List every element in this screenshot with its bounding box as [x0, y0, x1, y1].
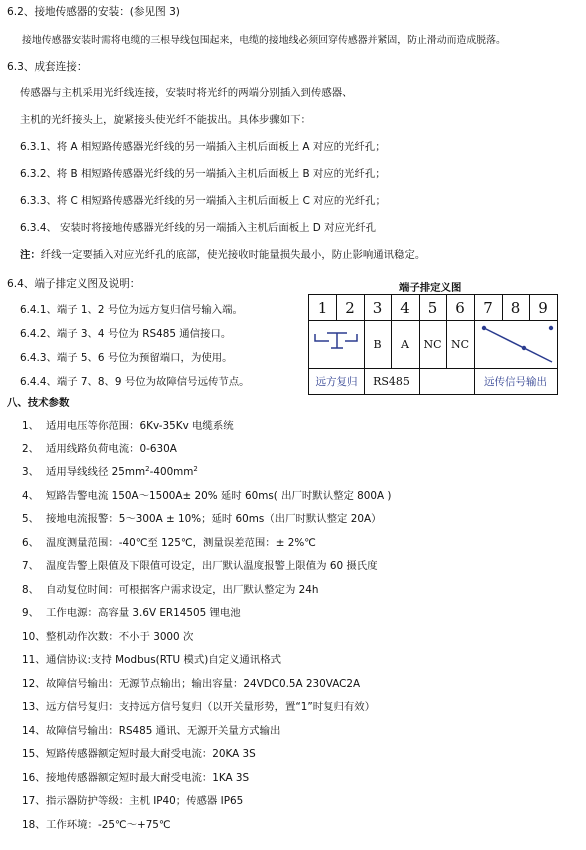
tech-param-text: 接地电流报警：5～300A ± 10%；延时 60ms（出厂时默认整定 20A）	[46, 513, 382, 525]
terminal-4-label: A	[401, 337, 409, 351]
tech-param-item	[22, 724, 280, 738]
section-6-4-title: 6.4、端子排定义图及说明：	[7, 278, 141, 290]
tech-param-item	[22, 747, 256, 761]
tech-param-number: 7、	[22, 560, 40, 572]
tech-param-number: 3、	[22, 466, 40, 478]
tech-param-number: 9、	[22, 607, 40, 619]
reset-switch-icon	[309, 320, 364, 368]
note-body: 纤线一定要插入对应光纤孔的底部，使光接收时能量损失最小，防止影响通讯稳定。	[40, 249, 426, 261]
terminal-5: 5	[427, 298, 438, 317]
section-6-3-title: 6.3、成套连接：	[7, 61, 88, 73]
terminal-4: 4	[400, 298, 410, 317]
section-6-3-line1: 传感器与主机采用光纤线连接，安装时将光纤的两端分别插入到传感器、	[20, 87, 353, 99]
tech-param-text-part: 2	[193, 465, 198, 473]
tech-param-number: 17、	[22, 795, 46, 807]
section-6-3-line2: 主机的光纤接头上，旋紧接头使光纤不能拔出。具体步骤如下：	[20, 114, 311, 126]
tech-param-number: 2、	[22, 443, 40, 455]
item-6-4-1: 6.4.1、端子 1、2 号位为远方复归信号输入端。	[20, 304, 243, 316]
item-6-4-4: 6.4.4、端子 7、8、9 号位为故障信号远传节点。	[20, 376, 250, 388]
terminal-2: 2	[345, 298, 355, 317]
tech-param-item	[22, 794, 243, 808]
note-line	[20, 248, 425, 262]
terminal-7: 7	[483, 298, 493, 317]
tech-param-number: 8、	[22, 584, 40, 596]
section-6-2-title: 6.2、接地传感器的安装：(参见图 3)	[7, 6, 180, 18]
tech-param-item	[22, 630, 193, 644]
terminal-9: 9	[538, 298, 548, 317]
step-6-3-2: 6.3.2、将 B 相短路传感器光纤线的另一端插入主机后面板上 B 对应的光纤孔；	[20, 168, 386, 180]
tech-param-text: 远方信号复归：支持远方信号复归（以开关量形势，置“1”时复归有效）	[46, 701, 376, 713]
rs485-label: RS485	[373, 375, 410, 388]
relay-contact-icon	[474, 320, 557, 368]
tech-params-title: 八、技术参数	[7, 397, 70, 409]
tech-param-text: 指示器防护等级：主机 IP40；传感器 IP65	[46, 795, 244, 807]
tech-param-text: 工作电源：高容量 3.6V ER14505 锂电池	[46, 607, 241, 619]
tech-param-text: 短路传感器额定短时最大耐受电流：20KA 3S	[46, 748, 256, 760]
tech-param-number: 4、	[22, 490, 40, 502]
tech-param-number: 13、	[22, 701, 46, 713]
tech-param-item	[22, 677, 360, 691]
tech-param-number: 1、	[22, 420, 40, 432]
terminal-6: 6	[455, 298, 465, 317]
terminal-1: 1	[317, 298, 328, 317]
step-6-3-3: 6.3.3、将 C 相短路传感器光纤线的另一端插入主机后面板上 C 对应的光纤孔；	[20, 195, 386, 207]
note-label: 注：	[20, 249, 41, 261]
tech-param-item	[22, 442, 177, 456]
tech-param-number: 15、	[22, 748, 46, 760]
tech-param-number: 18、	[22, 819, 46, 831]
tech-param-item	[22, 653, 281, 667]
tech-param-item	[22, 536, 316, 550]
terminal-diagram-title: 端子排定义图	[399, 282, 462, 294]
terminal-6-label: NC	[450, 337, 470, 351]
reset-label: 远方复归	[315, 376, 358, 388]
terminal-8: 8	[510, 298, 521, 317]
terminal-diagram	[308, 294, 558, 395]
tech-param-item	[22, 818, 171, 832]
tech-param-item	[22, 489, 391, 503]
tech-param-text: 短路告警电流 150A～1500A± 20% 延时 60ms( 出厂时默认整定 800A )	[46, 490, 392, 502]
terminal-5-label: NC	[423, 337, 442, 351]
tech-param-text: 工作环境：-25℃～+75℃	[46, 819, 171, 831]
tech-param-number: 16、	[22, 772, 46, 784]
tech-param-text: 温度测量范围：-40℃至 125℃，测量误差范围：± 2%℃	[46, 537, 316, 549]
step-6-3-1: 6.3.1、将 A 相短路传感器光纤线的另一端插入主机后面板上 A 对应的光纤孔；	[20, 141, 386, 153]
step-6-3-4: 6.3.4、 安装时将接地传感器光纤线的另一端插入主机后面板上 D 对应光纤孔	[20, 222, 377, 234]
tech-param-text-part: 2	[145, 465, 150, 473]
item-6-4-2: 6.4.2、端子 3、4 号位为 RS485 通信接口。	[20, 328, 232, 340]
terminal-3: 3	[372, 298, 383, 317]
terminal-3-label: B	[373, 337, 382, 351]
tech-param-text: 接地传感器额定短时最大耐受电流：1KA 3S	[46, 772, 250, 784]
fault-output-label: 远传信号输出	[484, 376, 547, 388]
tech-param-text: 温度告警上限值及下限值可设定，出厂默认温度报警上限值为 60 摄氏度	[46, 560, 378, 572]
tech-param-item	[22, 419, 234, 433]
tech-param-item	[22, 465, 198, 479]
tech-param-item	[22, 559, 378, 573]
tech-param-item	[22, 771, 249, 785]
tech-param-number: 10、	[22, 631, 46, 643]
tech-param-number: 5、	[22, 513, 40, 525]
tech-param-text: 故障信号输出：RS485 通讯、无源开关量方式输出	[46, 725, 281, 737]
tech-param-number: 11、	[22, 654, 46, 666]
tech-param-text: 自动复位时间：可根据客户需求设定，出厂默认整定为 24h	[46, 584, 319, 596]
tech-param-text-part: -400mm	[149, 466, 194, 478]
tech-param-number: 12、	[22, 678, 46, 690]
tech-param-number: 6、	[22, 537, 40, 549]
tech-param-number: 14、	[22, 725, 46, 737]
section-6-2-body: 接地传感器安装时需将电缆的三根导线包围起来，电缆的接地线必须回穿传感器并紧固，防止滑动而造成脱落。	[22, 35, 506, 46]
tech-param-text: 整机动作次数：不小于 3000 次	[46, 631, 194, 643]
tech-param-text: 通信协议:支持 Modbus(RTU 模式)自定义通讯格式	[46, 654, 281, 666]
tech-param-item	[22, 512, 381, 526]
item-6-4-3: 6.4.3、端子 5、6 号位为预留端口，为使用。	[20, 352, 233, 364]
tech-param-text: 故障信号输出：无源节点输出；输出容量：24VDC0.5A 230VAC2A	[46, 678, 361, 690]
tech-param-item	[22, 583, 318, 597]
tech-param-item	[22, 700, 375, 714]
tech-param-text: 适用线路负荷电流：0-630A	[46, 443, 177, 455]
tech-param-text-part: 适用导线线径 25mm	[46, 466, 146, 478]
tech-param-text: 适用电压等你范围：6Kv-35Kv 电缆系统	[46, 420, 234, 432]
tech-param-item	[22, 606, 241, 620]
